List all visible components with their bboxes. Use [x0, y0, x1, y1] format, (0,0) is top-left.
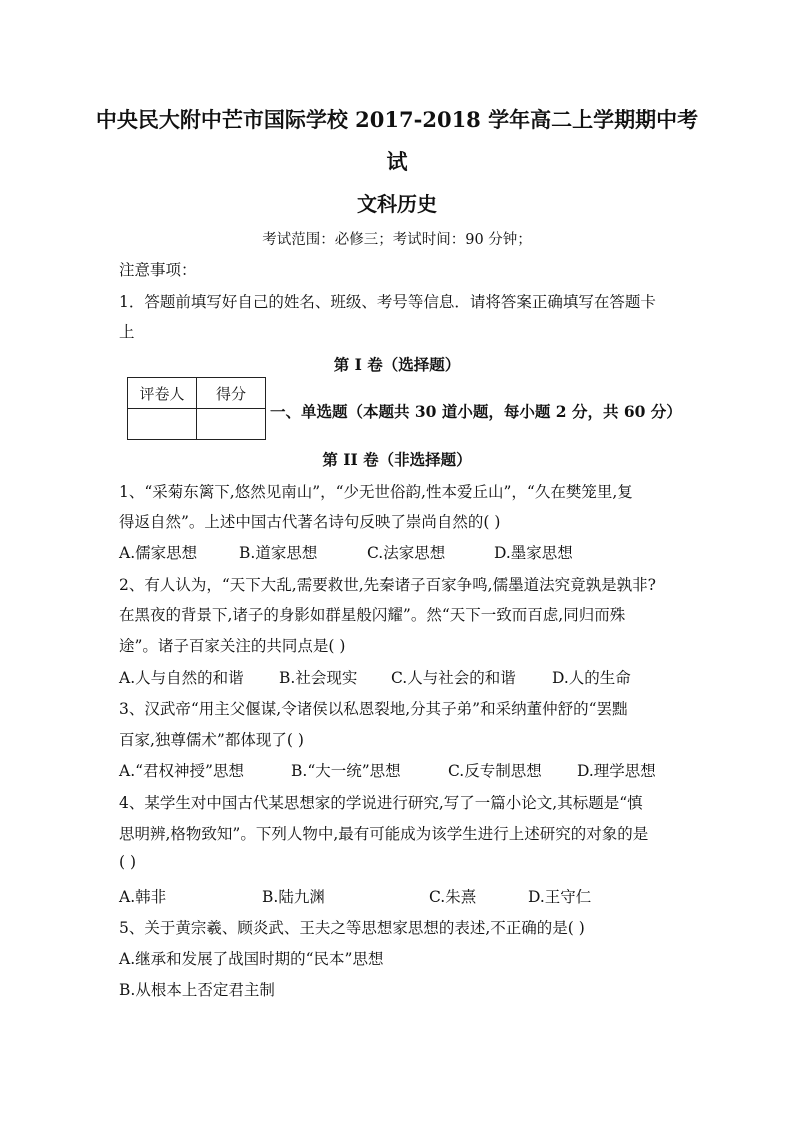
option-d: D.王守仁 [528, 888, 592, 906]
option-b: B.社会现实 [279, 669, 358, 687]
question-line: 1、“采菊东篱下,悠然见南山”，“少无世俗韵,性本爱丘山”，“久在樊笼里,复 [119, 483, 633, 501]
question-line: 思明辨,格物致知”。下列人物中,最有可能成为该学生进行上述研究的对象的是 [119, 825, 649, 843]
part1-title: 第 I 卷（选择题） [333, 355, 461, 374]
option-d: D.墨家思想 [494, 544, 573, 562]
option-c: C.朱熹 [429, 888, 477, 906]
option-d: D.人的生命 [552, 669, 631, 687]
exam-meta: 考试范围：必修三；考试时间：90 分钟； [262, 232, 532, 248]
subject-title: 文科历史 [357, 192, 437, 216]
score-table [127, 377, 266, 440]
question-line: 4、某学生对中国古代某思想家的学说进行研究,写了一篇小论文,其标题是“慎 [119, 794, 643, 812]
exam-title-line1: 中央民大附中芒市国际学校 2017-2018 学年高二上学期期中考 [95, 107, 699, 132]
question-line: 得返自然”。上述中国古代著名诗句反映了崇尚自然的( ) [119, 513, 501, 531]
option-a: A.儒家思想 [119, 544, 198, 562]
option-a: A.人与自然的和谐 [119, 669, 244, 687]
question-line: 2、有人认为，“天下大乱,需要救世,先秦诸子百家争鸣,儒墨道法究竟孰是孰非? [119, 576, 656, 594]
score-cell [197, 409, 266, 440]
exam-title-line2: 试 [386, 149, 408, 174]
option-b: B.道家思想 [239, 544, 318, 562]
option-b: B.陆九渊 [262, 888, 325, 906]
section-title: 一、单选题（本题共 30 道小题，每小题 2 分，共 60 分） [270, 402, 682, 421]
option-a: A.“君权神授”思想 [119, 762, 244, 780]
note-item-line: 1．答题前填写好自己的姓名、班级、考号等信息．请将答案正确填写在答题卡 [119, 293, 656, 311]
question-line: 在黑夜的背景下,诸子的身影如群星般闪耀”。然“天下一致而百虑,同归而殊 [119, 606, 626, 624]
option-a: A.韩非 [119, 888, 167, 906]
option-c: C.人与社会的和谐 [391, 669, 516, 687]
option-c: C.法家思想 [367, 544, 446, 562]
grader-cell [128, 409, 197, 440]
question-line: 途”。诸子百家关注的共同点是( ) [119, 637, 346, 655]
grader-label: 评卷人 [128, 378, 197, 409]
question-line: 百家,独尊儒术”都体现了( ) [119, 731, 304, 749]
score-label: 得分 [197, 378, 266, 409]
note-item-line: 上 [119, 323, 135, 341]
notes-heading: 注意事项： [119, 261, 197, 279]
option-c: C.反专制思想 [448, 762, 542, 780]
option-d: D.理学思想 [577, 762, 656, 780]
option-b: B.从根本上否定君主制 [119, 981, 275, 999]
option-b: B.“大一统”思想 [291, 762, 401, 780]
question-line: ( ) [119, 853, 137, 871]
question-line: 3、汉武帝“用主父偃谋,令诸侯以私恩裂地,分其子弟”和采纳董仲舒的“罢黜 [119, 700, 628, 718]
question-line: 5、关于黄宗羲、顾炎武、王夫之等思想家思想的表述,不正确的是( ) [119, 919, 585, 937]
part2-title: 第 II 卷（非选择题） [322, 450, 472, 469]
option-a: A.继承和发展了战国时期的“民本”思想 [119, 950, 384, 968]
